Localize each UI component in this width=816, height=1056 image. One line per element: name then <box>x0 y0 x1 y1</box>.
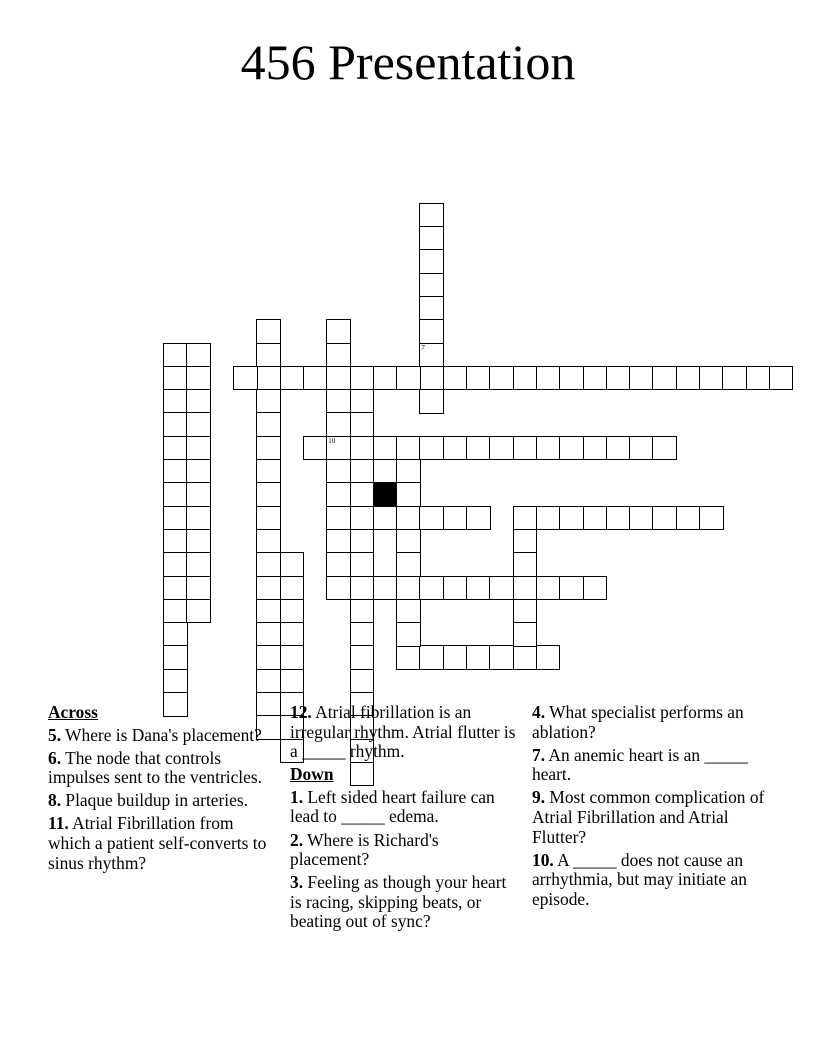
grid-cell[interactable] <box>396 622 421 647</box>
grid-cell[interactable] <box>256 622 281 647</box>
grid-cell[interactable] <box>489 436 514 461</box>
grid-cell[interactable] <box>559 366 584 391</box>
grid-cell[interactable] <box>513 645 538 670</box>
grid-cell[interactable] <box>280 622 305 647</box>
grid-cell[interactable] <box>163 459 188 484</box>
grid-cell[interactable] <box>536 645 561 670</box>
grid-cell[interactable] <box>163 529 188 554</box>
grid-cell[interactable] <box>163 412 188 437</box>
grid-cell[interactable] <box>396 436 421 461</box>
grid-cell[interactable] <box>303 436 328 461</box>
clue-down-4 <box>532 703 772 742</box>
grid-cell[interactable] <box>559 576 584 601</box>
across-heading: Across <box>48 702 98 722</box>
grid-cell[interactable] <box>256 506 281 531</box>
clue-number: 9. <box>532 787 546 808</box>
grid-cell[interactable] <box>163 669 188 694</box>
grid-cell[interactable] <box>513 436 538 461</box>
grid-cell[interactable] <box>419 296 444 321</box>
cell-number: 7 <box>421 343 425 352</box>
grid-cell[interactable] <box>489 576 514 601</box>
grid-cell[interactable] <box>606 436 631 461</box>
grid-cell[interactable] <box>373 436 398 461</box>
grid-cell[interactable] <box>163 622 188 647</box>
grid-cell[interactable] <box>280 645 305 670</box>
grid-cell[interactable] <box>746 366 771 391</box>
clue-across-6 <box>48 749 276 788</box>
grid-cell[interactable] <box>513 366 538 391</box>
grid-cell[interactable] <box>396 529 421 554</box>
clue-down-10 <box>532 851 772 910</box>
grid-cell[interactable] <box>513 599 538 624</box>
clue-number: 10. <box>532 849 554 870</box>
grid-cell[interactable] <box>419 343 444 368</box>
grid-cell[interactable] <box>443 506 468 531</box>
grid-cell[interactable] <box>186 436 211 461</box>
grid-cell[interactable] <box>489 645 514 670</box>
grid-cell[interactable] <box>419 576 444 601</box>
grid-cell[interactable] <box>163 366 188 391</box>
grid-cell[interactable] <box>256 343 281 368</box>
grid-cell[interactable] <box>256 576 281 601</box>
grid-cell[interactable] <box>419 506 444 531</box>
grid-cell[interactable] <box>676 506 701 531</box>
clue-text: Left sided heart failure can lead to _____ edema. <box>290 786 495 827</box>
grid-cell[interactable] <box>256 552 281 577</box>
grid-cell[interactable] <box>652 436 677 461</box>
grid-cell[interactable] <box>396 645 421 670</box>
grid-cell[interactable] <box>163 552 188 577</box>
clue-text: Atrial Fibrillation from which a patient self-converts to sinus rhythm? <box>48 813 267 873</box>
grid-cell[interactable] <box>559 506 584 531</box>
clue-text: Feeling as though your heart is racing, skipping beats, or beating out of sync? <box>290 872 507 932</box>
grid-cell[interactable] <box>396 459 421 484</box>
grid-cell[interactable] <box>186 506 211 531</box>
grid-cell[interactable] <box>652 366 677 391</box>
grid-cell[interactable] <box>326 552 351 577</box>
grid-cell[interactable] <box>629 506 654 531</box>
grid-cell[interactable] <box>303 366 328 391</box>
grid-cell[interactable] <box>326 343 351 368</box>
grid-cell[interactable] <box>419 389 444 414</box>
grid-cell[interactable] <box>233 366 258 391</box>
grid-cell[interactable] <box>373 576 398 601</box>
grid-cell[interactable] <box>443 366 468 391</box>
grid-cell[interactable] <box>186 366 211 391</box>
clue-down-2 <box>290 831 518 870</box>
grid-cell[interactable] <box>583 436 608 461</box>
grid-cell[interactable] <box>443 436 468 461</box>
clue-text: Atrial fibrillation is an irregular rhythm. Atrial flutter is a _____ rhythm. <box>290 702 516 762</box>
grid-cell[interactable] <box>513 576 538 601</box>
grid-cell[interactable] <box>326 366 351 391</box>
grid-cell[interactable] <box>350 669 375 694</box>
grid-cell[interactable] <box>280 552 305 577</box>
grid-cell[interactable] <box>350 552 375 577</box>
grid-cell[interactable] <box>466 366 491 391</box>
clue-down-3 <box>290 873 518 932</box>
grid-cell[interactable] <box>186 599 211 624</box>
grid-cell[interactable] <box>536 506 561 531</box>
grid-cell[interactable] <box>699 506 724 531</box>
grid-cell[interactable] <box>419 645 444 670</box>
clue-column-1 <box>48 703 276 877</box>
grid-cell[interactable] <box>722 366 747 391</box>
clue-number: 11. <box>48 813 69 834</box>
grid-cell[interactable] <box>256 366 281 391</box>
grid-cell[interactable] <box>350 459 375 484</box>
grid-cell[interactable] <box>256 436 281 461</box>
clue-text: Plaque buildup in arteries. <box>61 790 248 811</box>
page-title: 456 Presentation <box>240 34 576 90</box>
grid-cell[interactable] <box>559 436 584 461</box>
grid-cell[interactable] <box>396 599 421 624</box>
clue-text: A _____ does not cause an arrhythmia, but may initiate an episode. <box>532 849 747 909</box>
grid-cell[interactable] <box>350 622 375 647</box>
grid-cell[interactable] <box>163 599 188 624</box>
grid-cell[interactable] <box>350 576 375 601</box>
grid-cell[interactable] <box>326 459 351 484</box>
grid-cell[interactable] <box>466 506 491 531</box>
grid-cell[interactable] <box>256 482 281 507</box>
grid-cell[interactable] <box>513 552 538 577</box>
grid-cell[interactable] <box>326 506 351 531</box>
grid-cell[interactable] <box>629 366 654 391</box>
grid-cell[interactable] <box>419 249 444 274</box>
clue-number: 5. <box>48 724 62 745</box>
clue-across-12 <box>290 703 518 762</box>
grid-cell[interactable] <box>186 529 211 554</box>
clue-down-9 <box>532 788 772 847</box>
grid-cell[interactable] <box>419 366 444 391</box>
grid-cell[interactable] <box>443 645 468 670</box>
down-heading: Down <box>290 764 334 785</box>
grid-cell[interactable] <box>373 506 398 531</box>
grid-cell[interactable] <box>326 319 351 344</box>
grid-cell[interactable] <box>536 576 561 601</box>
grid-cell[interactable] <box>466 436 491 461</box>
clue-number: 6. <box>48 747 62 768</box>
grid-cell[interactable] <box>350 599 375 624</box>
grid-cell[interactable] <box>652 506 677 531</box>
grid-cell[interactable] <box>350 389 375 414</box>
cell-number: 10 <box>328 436 336 445</box>
grid-cell[interactable] <box>280 576 305 601</box>
grid-cell[interactable] <box>513 529 538 554</box>
grid-cell[interactable] <box>606 366 631 391</box>
grid-cell[interactable] <box>256 645 281 670</box>
grid-cell[interactable] <box>280 366 305 391</box>
grid-cell[interactable] <box>186 482 211 507</box>
clue-text: The node that controls impulses sent to the ventricles. <box>48 747 262 788</box>
grid-cell[interactable] <box>326 389 351 414</box>
grid-cell[interactable] <box>186 343 211 368</box>
grid-cell[interactable] <box>676 366 701 391</box>
grid-cell[interactable] <box>256 319 281 344</box>
grid-cell[interactable] <box>513 622 538 647</box>
clue-number: 4. <box>532 702 546 722</box>
grid-cell[interactable] <box>583 576 608 601</box>
grid-cell[interactable] <box>186 552 211 577</box>
clue-text: Where is Richard's placement? <box>290 829 439 870</box>
grid-cell[interactable] <box>536 436 561 461</box>
grid-cell[interactable] <box>396 506 421 531</box>
grid-cell[interactable] <box>350 506 375 531</box>
clue-down-1 <box>290 788 518 827</box>
grid-cell[interactable] <box>419 203 444 228</box>
grid-cell[interactable] <box>280 599 305 624</box>
clue-number: 7. <box>532 744 546 765</box>
grid-cell[interactable] <box>163 482 188 507</box>
grid-cell[interactable] <box>396 576 421 601</box>
clue-number: 12. <box>290 702 312 722</box>
grid-cell[interactable] <box>163 506 188 531</box>
grid-cell[interactable] <box>583 506 608 531</box>
clue-across-5 <box>48 726 276 746</box>
grid-cell[interactable] <box>256 599 281 624</box>
grid-cell[interactable] <box>350 645 375 670</box>
clue-column-2 <box>290 703 518 936</box>
grid-cell[interactable] <box>583 366 608 391</box>
grid-cell[interactable] <box>419 436 444 461</box>
grid-cell[interactable] <box>350 529 375 554</box>
clue-across-11 <box>48 814 276 873</box>
grid-cell[interactable] <box>396 552 421 577</box>
grid-cell[interactable] <box>350 412 375 437</box>
grid-cell[interactable] <box>163 645 188 670</box>
grid-cell[interactable] <box>256 389 281 414</box>
grid-cell[interactable] <box>256 459 281 484</box>
grid-cell[interactable] <box>163 576 188 601</box>
grid-cell[interactable] <box>769 366 794 391</box>
grid-cell[interactable] <box>186 389 211 414</box>
grid-cell[interactable] <box>186 576 211 601</box>
grid-cell[interactable] <box>326 529 351 554</box>
grid-cell[interactable] <box>513 506 538 531</box>
clue-text: An anemic heart is an _____ heart. <box>532 744 748 785</box>
clue-number: 2. <box>290 829 304 850</box>
grid-cell[interactable] <box>373 366 398 391</box>
grid-cell[interactable] <box>443 576 468 601</box>
grid-cell[interactable] <box>629 436 654 461</box>
grid-cell[interactable] <box>256 669 281 694</box>
clue-number: 3. <box>290 872 304 893</box>
clue-text: Most common complication of Atrial Fibrillation and Atrial Flutter? <box>532 787 765 847</box>
grid-cell[interactable] <box>606 506 631 531</box>
grid-cell[interactable] <box>163 389 188 414</box>
grid-cell[interactable] <box>163 436 188 461</box>
grid-cell[interactable] <box>256 529 281 554</box>
grid-cell[interactable] <box>466 645 491 670</box>
grid-cell[interactable] <box>163 343 188 368</box>
grid-cell[interactable] <box>419 273 444 298</box>
clue-text: What specialist performs an ablation? <box>532 702 744 742</box>
clue-text: Where is Dana's placement? <box>61 724 262 745</box>
clue-across-8 <box>48 791 276 811</box>
grid-cell[interactable] <box>466 576 491 601</box>
grid-cell[interactable] <box>419 319 444 344</box>
grid-cell[interactable] <box>350 482 375 507</box>
grid-cell[interactable] <box>396 482 421 507</box>
grid-cell[interactable] <box>326 482 351 507</box>
grid-cell[interactable] <box>186 459 211 484</box>
grid-cell[interactable] <box>186 412 211 437</box>
grid-cell[interactable] <box>256 412 281 437</box>
grid-cell[interactable] <box>280 669 305 694</box>
grid-cell[interactable] <box>536 366 561 391</box>
clue-number: 8. <box>48 790 62 811</box>
clue-number: 1. <box>290 786 304 807</box>
grid-cell[interactable] <box>350 366 375 391</box>
grid-cell[interactable] <box>326 436 351 461</box>
grid-cell[interactable] <box>350 436 375 461</box>
black-cell <box>373 482 398 507</box>
grid-cell[interactable] <box>396 366 421 391</box>
clue-down-7 <box>532 746 772 785</box>
clue-column-3 <box>532 703 772 913</box>
grid-cell[interactable] <box>326 412 351 437</box>
grid-cell[interactable] <box>419 226 444 251</box>
grid-cell[interactable] <box>699 366 724 391</box>
grid-cell[interactable] <box>326 576 351 601</box>
grid-cell[interactable] <box>489 366 514 391</box>
